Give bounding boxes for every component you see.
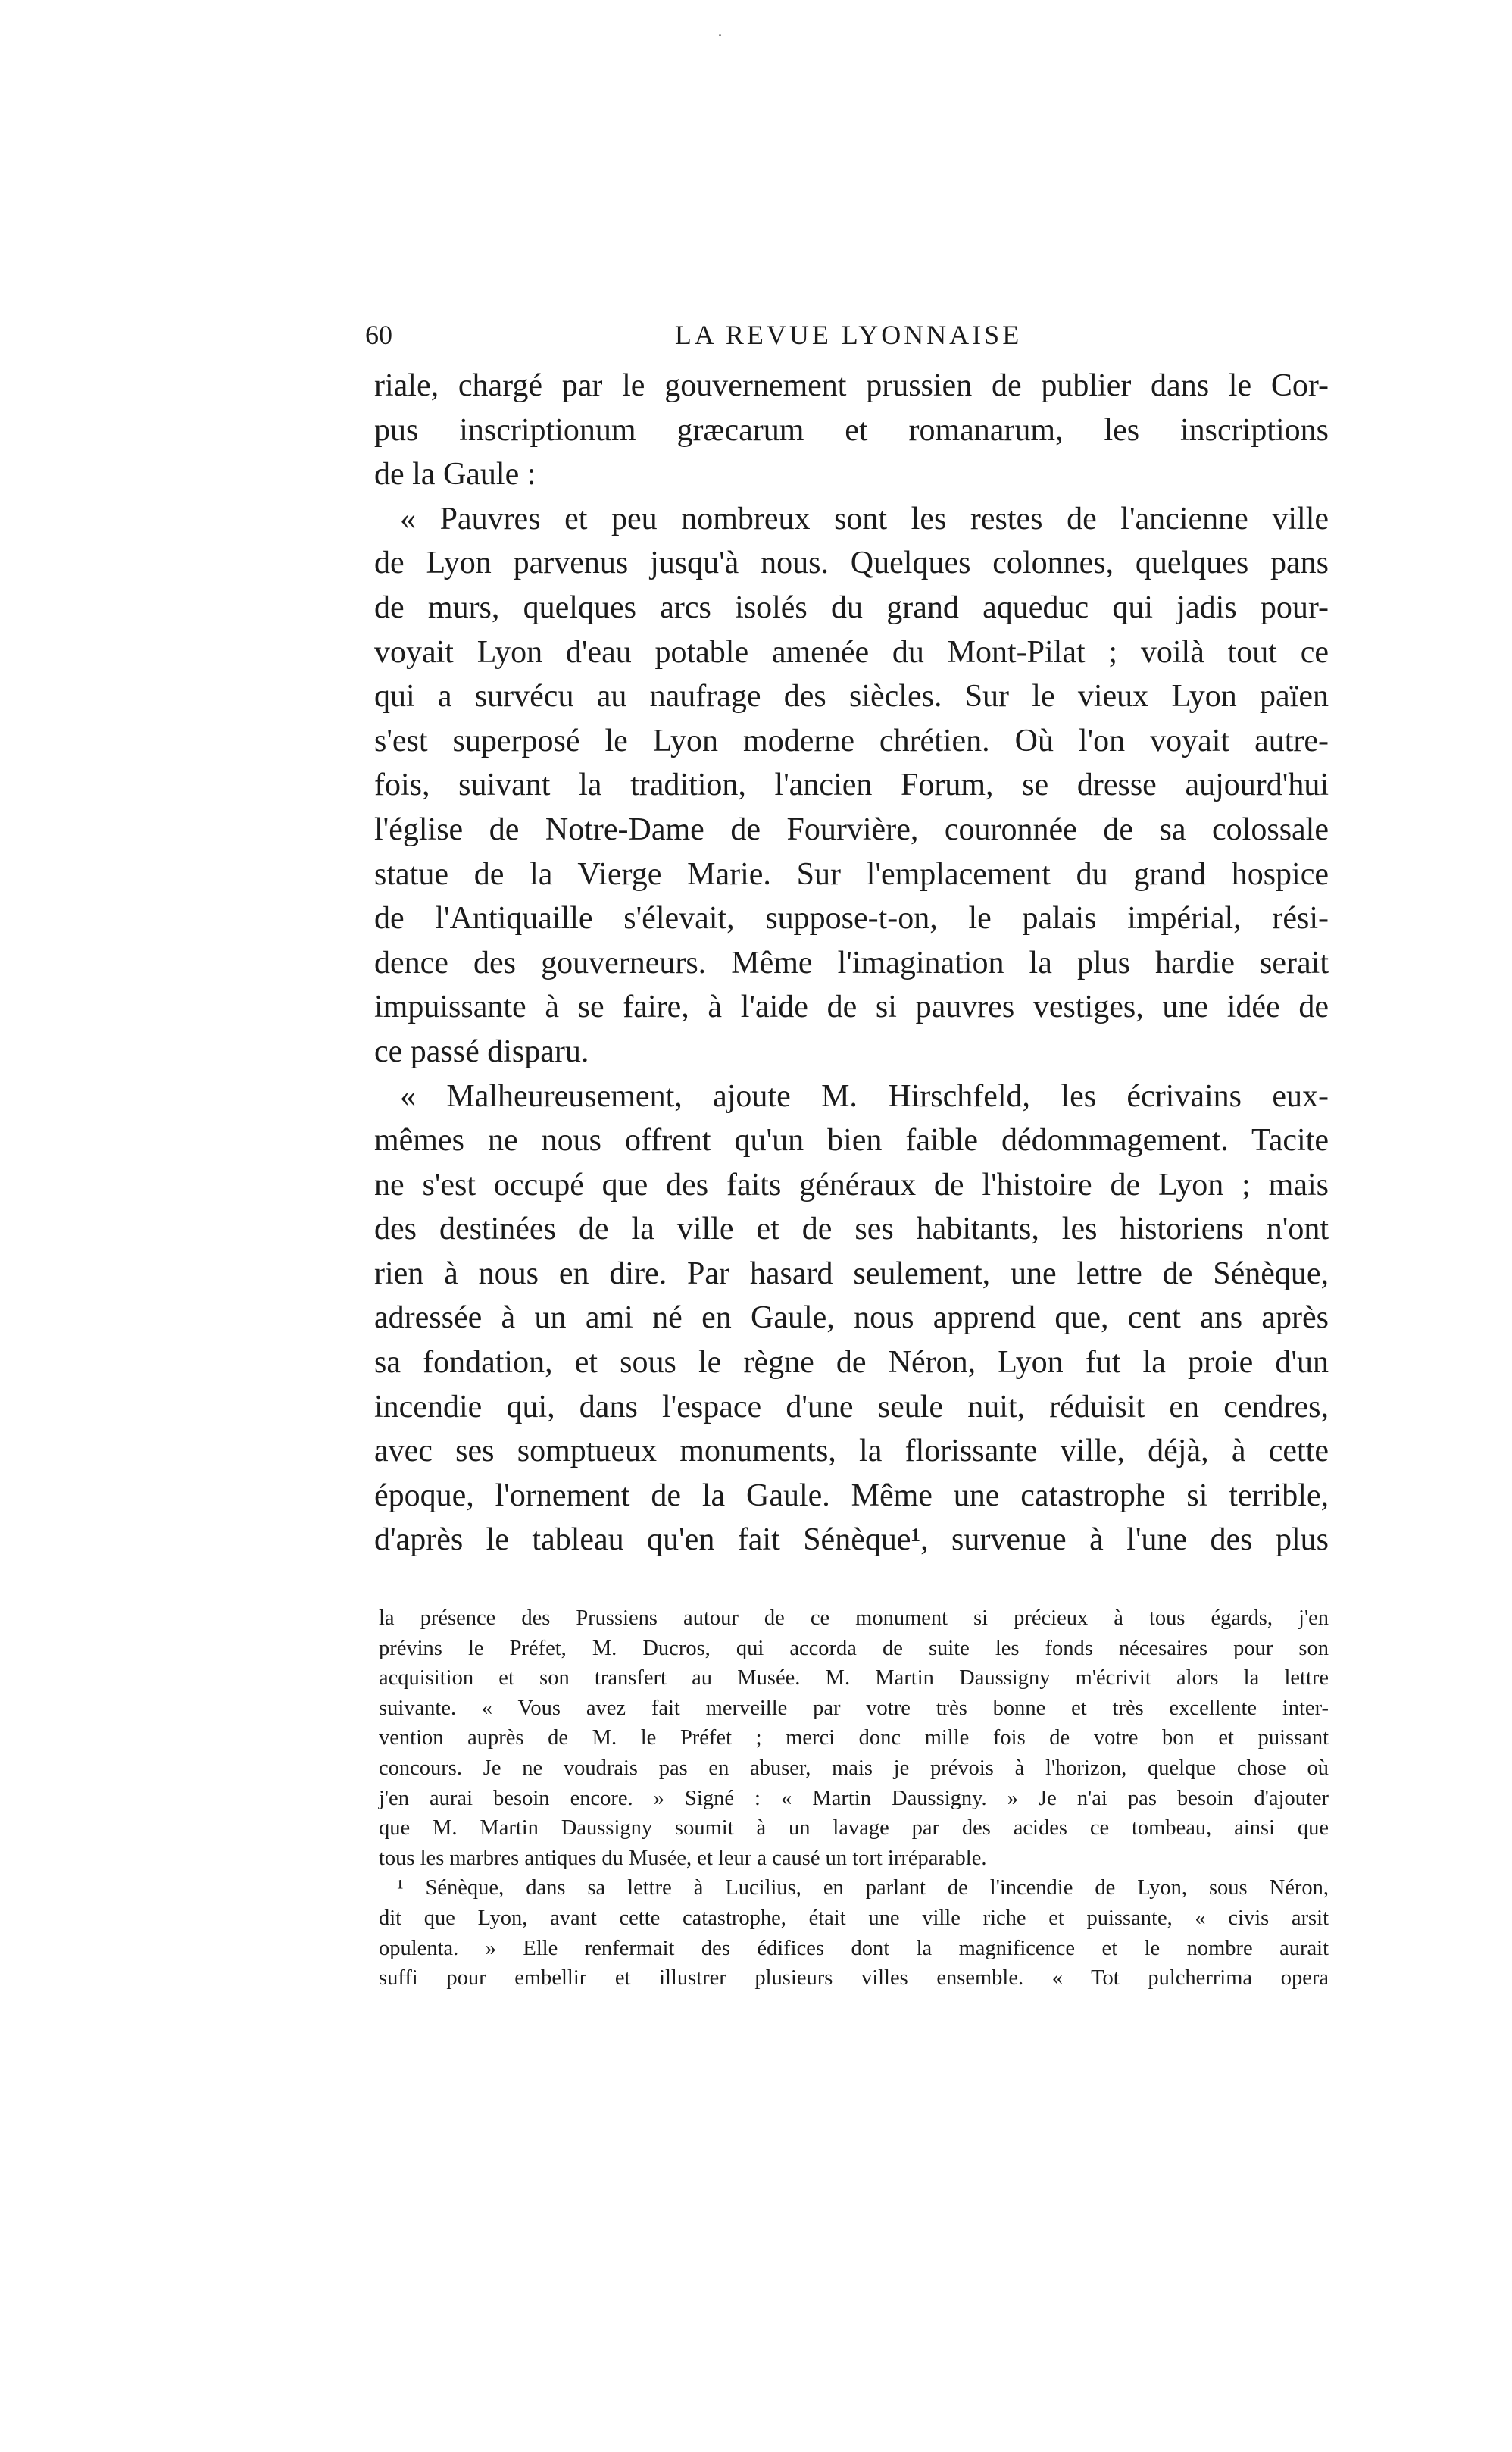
body-line: époque, l'ornement de la Gaule. Même une catastrophe si terrible,: [374, 1478, 1329, 1513]
footnote-line: suivante. « Vous avez fait merveille par votre très bonne et très excellente inter-: [379, 1696, 1329, 1720]
body-line: impuissante à se faire, à l'aide de si pauvres vestiges, une idée de: [374, 990, 1329, 1025]
footnote-line: suffi pour embellir et illustrer plusieurs villes ensemble. « Tot pulcherrima opera: [379, 1966, 1329, 1991]
footnote-line: que M. Martin Daussigny soumit à un lavage par des acides ce tombeau, ainsi que: [379, 1816, 1329, 1841]
footnote-line: opulenta. » Elle renfermait des édifices dont la magnificence et le nombre aurait: [379, 1936, 1329, 1960]
body-line: avec ses somptueux monuments, la florissante ville, déjà, à cette: [374, 1434, 1329, 1469]
footnote-line: concours. Je ne voudrais pas en abuser, mais je prévois à l'horizon, quelque chose où: [379, 1756, 1329, 1780]
body-line: « Pauvres et peu nombreux sont les restes de l'ancienne ville: [400, 501, 1329, 536]
body-line: voyait Lyon d'eau potable amenée du Mont-Pilat ; voilà tout ce: [374, 634, 1329, 670]
body-line: s'est superposé le Lyon moderne chrétien. Où l'on voyait autre-: [374, 723, 1329, 758]
paper-speck: [719, 34, 721, 36]
footnote-line: acquisition et son transfert au Musée. M. Martin Daussigny m'écrivit alors la lettre: [379, 1666, 1329, 1690]
footnote-line: dit que Lyon, avant cette catastrophe, était une ville riche et puissante, « civis arsit: [379, 1906, 1329, 1930]
body-line: ne s'est occupé que des faits généraux de l'histoire de Lyon ; mais: [374, 1167, 1329, 1203]
footnote-line: prévins le Préfet, M. Ducros, qui accorda de suite les fonds nécesaires pour son: [379, 1636, 1329, 1660]
body-line: d'après le tableau qu'en fait Sénèque¹, survenue à l'une des plus: [374, 1522, 1329, 1558]
body-line: « Malheureusement, ajoute M. Hirschfeld, les écrivains eux-: [400, 1078, 1329, 1114]
body-line: de l'Antiquaille s'élevait, suppose-t-on, le palais impérial, rési-: [374, 901, 1329, 937]
body-line: l'église de Notre-Dame de Fourvière, couronnée de sa colossale: [374, 812, 1329, 847]
footnote-line: j'en aurai besoin encore. » Signé : « Martin Daussigny. » Je n'ai pas besoin d'ajouter: [379, 1786, 1329, 1810]
footnote-line: tous les marbres antiques du Musée, et leur a causé un tort irréparable.: [379, 1846, 987, 1870]
running-head: [365, 312, 1332, 358]
body-line: de murs, quelques arcs isolés du grand aqueduc qui jadis pour-: [374, 590, 1329, 625]
body-line: des destinées de la ville et de ses habitants, les historiens n'ont: [374, 1212, 1329, 1247]
page-number: 60: [365, 320, 392, 350]
journal-title: LA REVUE LYONNAISE: [674, 320, 1023, 350]
footnote-line: vention auprès de M. le Préfet ; merci donc mille fois de votre bon et puissant: [379, 1726, 1329, 1750]
body-line: incendie qui, dans l'espace d'une seule nuit, réduisit en cendres,: [374, 1389, 1329, 1425]
body-line: ce passé disparu.: [374, 1034, 589, 1069]
body-line: sa fondation, et sous le règne de Néron, Lyon fut la proie d'un: [374, 1345, 1329, 1381]
body-line: dence des gouverneurs. Même l'imagination la plus hardie serait: [374, 945, 1329, 980]
body-line: adressée à un ami né en Gaule, nous apprend que, cent ans après: [374, 1300, 1329, 1336]
body-line: fois, suivant la tradition, l'ancien Forum, se dresse aujourd'hui: [374, 768, 1329, 803]
main-text: [374, 364, 1329, 1562]
body-line: riale, chargé par le gouvernement prussien de publier dans le Cor-: [374, 368, 1329, 403]
body-line: pus inscriptionum græcarum et romanarum, les inscriptions: [374, 412, 1329, 448]
footnote-line: ¹ Sénèque, dans sa lettre à Lucilius, en parlant de l'incendie de Lyon, sous Néron,: [397, 1876, 1329, 1900]
body-line: rien à nous en dire. Par hasard seulement, une lettre de Sénèque,: [374, 1256, 1329, 1291]
body-line: qui a survécu au naufrage des siècles. Sur le vieux Lyon païen: [374, 679, 1329, 715]
body-line: mêmes ne nous offrent qu'un bien faible dédommagement. Tacite: [374, 1123, 1329, 1159]
footnotes: [379, 1603, 1329, 1994]
footnote-line: la présence des Prussiens autour de ce monument si précieux à tous égards, j'en: [379, 1606, 1329, 1630]
body-line: de la Gaule :: [374, 457, 536, 493]
body-line: statue de la Vierge Marie. Sur l'emplacement du grand hospice: [374, 856, 1329, 892]
body-line: de Lyon parvenus jusqu'à nous. Quelques colonnes, quelques pans: [374, 546, 1329, 581]
